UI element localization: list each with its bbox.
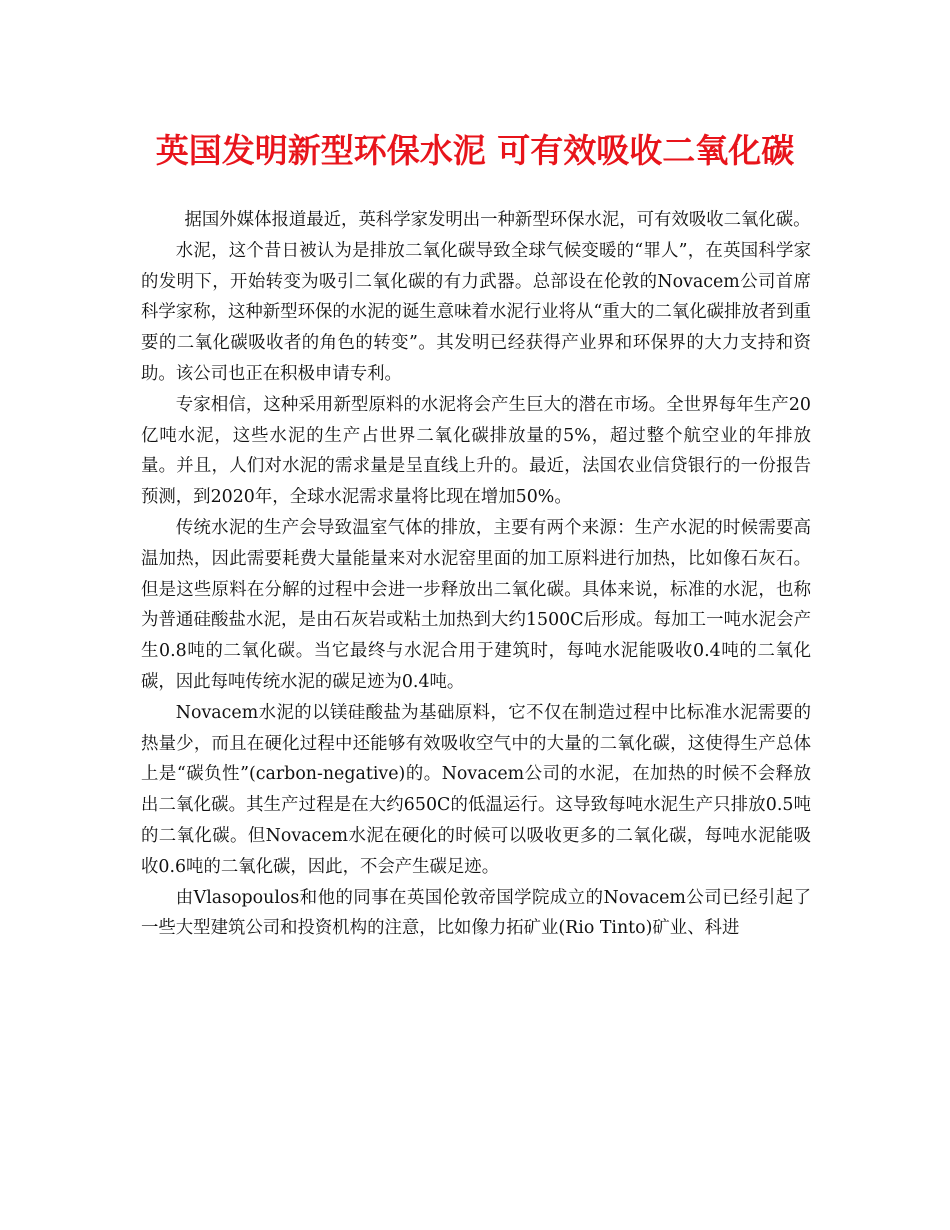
paragraph: 据国外媒体报道最近，英科学家发明出一种新型环保水泥，可有效吸收二氧化碳。: [184, 210, 811, 230]
paragraph: Novacem水泥的以镁硅酸盐为基础原料，它不仅在制造过程中比标准水泥需要的热量少，而且在硬化过程中还能够有效吸收空气中的大量的二氧化碳，这使得生产总体上是“碳负性”(carbon-negative)的。Novacem公司的水泥，在加热的时候不会释放出二氧化碳。其生产过程是在大约650C的低温运行。这导致每吨水泥生产只排放0.5吨的二氧化碳。但Novacem水泥在硬化的时候可以吸收更多的二氧化碳，每吨水泥能吸收0.6吨的二氧化碳，因此，不会产生碳足迹。: [141, 702, 811, 877]
paragraph: 专家相信，这种采用新型原料的水泥将会产生巨大的潜在市场。全世界每年生产20亿吨水泥，这些水泥的生产占世界二氧化碳排放量的5%，超过整个航空业的年排放量。并且，人们对水泥的需求量是呈直线上升的。最近，法国农业信贷银行的一份报告预测，到2020年，全球水泥需求量将比现在增加50%。: [141, 394, 811, 508]
document-title: 英国发明新型环保水泥 可有效吸收二氧化碳: [155, 131, 795, 170]
paragraph: 由Vlasopoulos和他的同事在英国伦敦帝国学院成立的Novacem公司已经引起了一些大型建筑公司和投资机构的注意，比如像力拓矿业(Rio Tinto)矿业、科进: [141, 887, 811, 939]
paragraph: 水泥，这个昔日被认为是排放二氧化碳导致全球气候变暖的“罪人”，在英国科学家的发明下，开始转变为吸引二氧化碳的有力武器。总部设在伦敦的Novacem公司首席科学家称，这种新型环保的水泥的诞生意味着水泥行业将从“重大的二氧化碳排放者到重要的二氧化碳吸收者的角色的转变”。其发明已经获得产业界和环保界的大力支持和资助。该公司也正在积极申请专利。: [141, 240, 811, 384]
paragraph: 传统水泥的生产会导致温室气体的排放，主要有两个来源：生产水泥的时候需要高温加热，因此需要耗费大量能量来对水泥窑里面的加工原料进行加热，比如像石灰石。但是这些原料在分解的过程中会进一步释放出二氧化碳。具体来说，标准的水泥，也称为普通硅酸盐水泥，是由石灰岩或粘土加热到大约1500C后形成。每加工一吨水泥会产生0.8吨的二氧化碳。当它最终与水泥合用于建筑时，每吨水泥能吸收0.4吨的二氧化碳，因此每吨传统水泥的碳足迹为0.4吨。: [141, 517, 811, 692]
document-body: [141, 205, 811, 944]
